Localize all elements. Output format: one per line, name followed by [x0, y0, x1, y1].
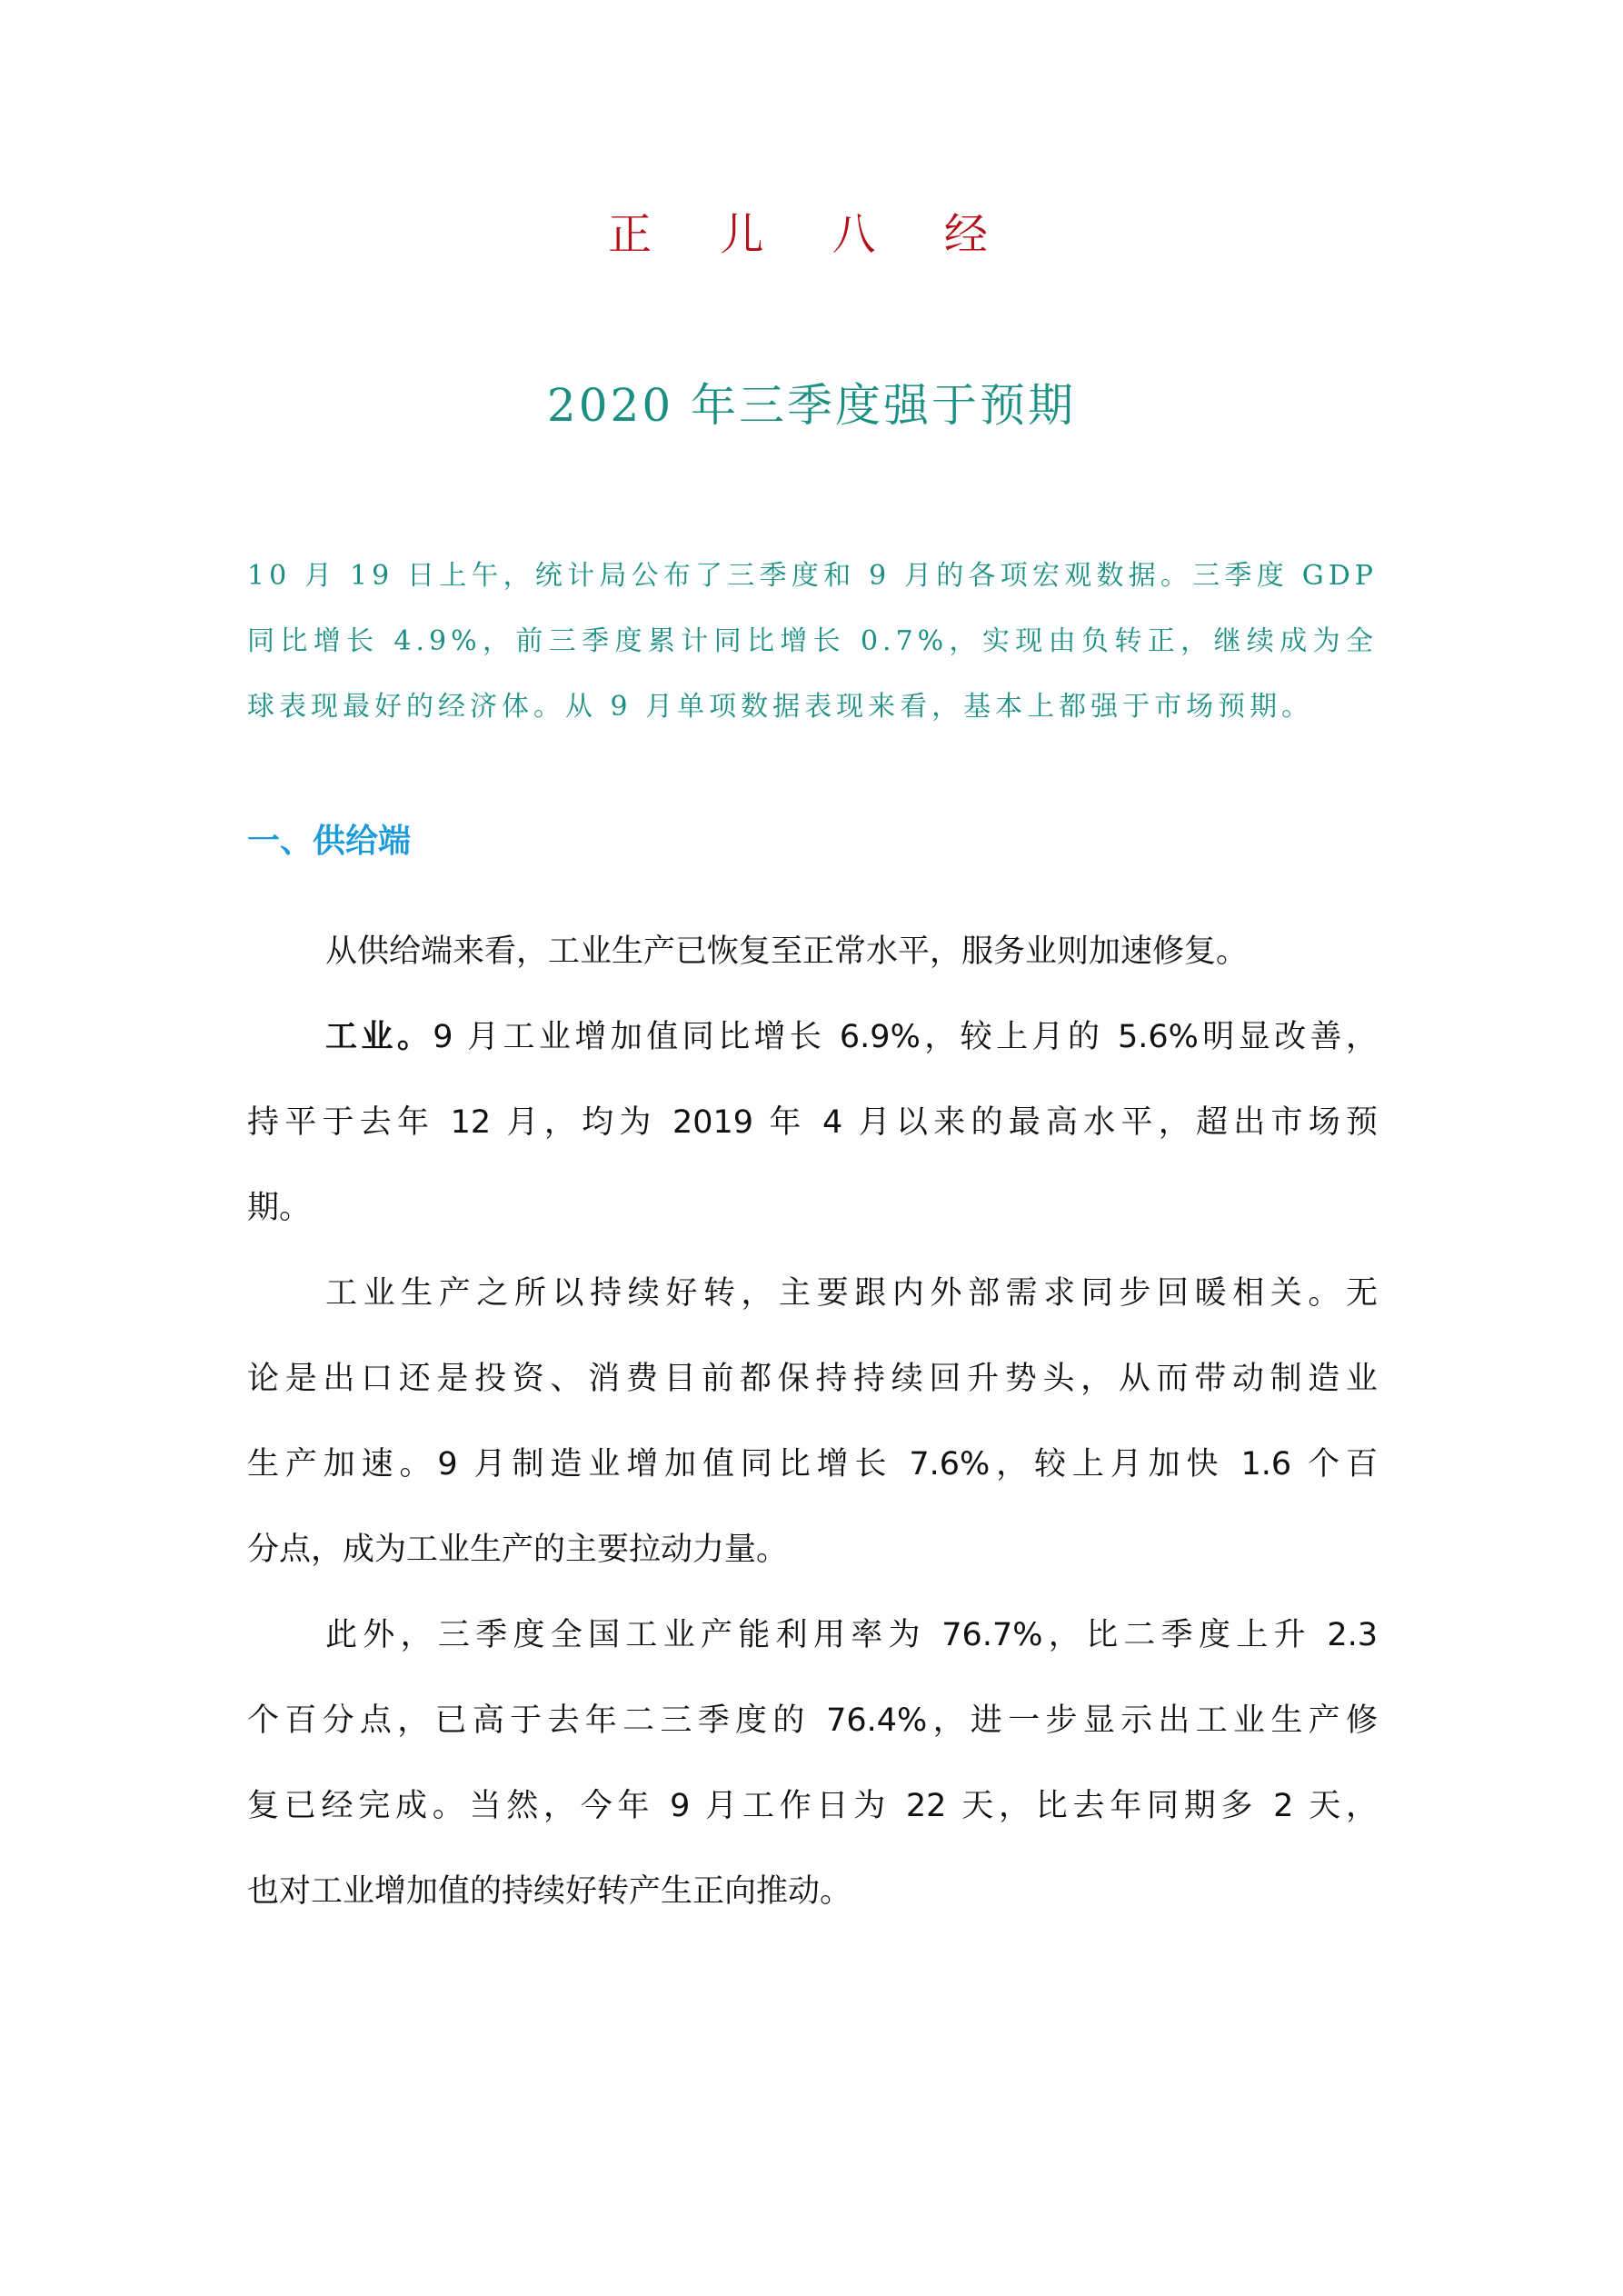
summary-paragraph — [247, 544, 1378, 740]
paragraph-line: 持平于去年 12 月，均为 2019 年 4 月以来的最高水平，超出市场预 — [247, 1104, 1378, 1141]
paragraph-text: 9 月工业增加值同比增长 6.9%，较上月的 5.6%明显改善， — [433, 1019, 1378, 1055]
paragraph-line: 论是出口还是投资、消费目前都保持持续回升势头，从而带动制造业 — [247, 1361, 1378, 1397]
paragraph-line: 分点，成为工业生产的主要拉动力量。 — [247, 1532, 789, 1568]
paragraph-line — [247, 994, 1378, 1080]
summary-line: 球表现最好的经济体。从 9 月单项数据表现来看，基本上都强于市场预期。 — [247, 691, 1314, 723]
body-text — [247, 909, 1378, 1934]
article-title: 2020 年三季度强于预期 — [546, 379, 1077, 432]
paragraph-line: 工业生产之所以持续好转，主要跟内外部需求同步回暖相关。无 — [325, 1275, 1378, 1312]
paragraph-line: 此外，三季度全国工业产能利用率为 76.7%，比二季度上升 2.3 — [325, 1617, 1378, 1653]
summary-line: 同比增长 4.9%，前三季度累计同比增长 0.7%，实现由负转正，继续成为全 — [247, 625, 1378, 657]
paragraph-line: 生产加速。9 月制造业增加值同比增长 7.6%，较上月加快 1.6 个百 — [247, 1446, 1378, 1482]
paragraph-line: 复已经完成。当然，今年 9 月工作日为 22 天，比去年同期多 2 天， — [247, 1788, 1378, 1824]
summary-line: 10 月 19 日上午，统计局公布了三季度和 9 月的各项宏观数据。三季度 GDP — [247, 560, 1378, 592]
paragraph-line: 从供给端来看，工业生产已恢复至正常水平，服务业则加速修复。 — [325, 933, 1249, 970]
section-heading: 一、供给端 — [247, 823, 412, 860]
paragraph-line: 个百分点，已高于去年二三季度的 76.4%，进一步显示出工业生产修 — [247, 1702, 1378, 1739]
bold-lead: 工业。 — [325, 1019, 433, 1055]
paragraph-line: 也对工业增加值的持续好转产生正向推动。 — [247, 1873, 852, 1910]
paragraph-line: 期。 — [247, 1190, 312, 1226]
brand-title: 正 儿 八 经 — [608, 209, 1015, 260]
